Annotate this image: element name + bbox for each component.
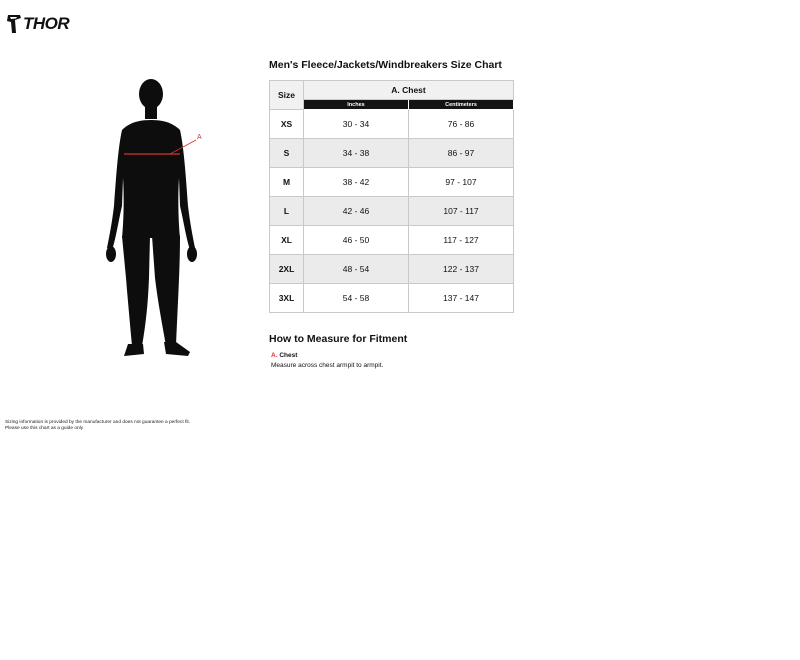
- size-cell: M: [270, 168, 304, 197]
- size-cell: L: [270, 197, 304, 226]
- inches-cell: 54 - 58: [304, 284, 409, 313]
- measure-item-name: Chest: [279, 352, 298, 359]
- table-row: [270, 197, 514, 226]
- inches-header: Inches: [304, 100, 409, 110]
- inches-cell: 48 - 54: [304, 255, 409, 284]
- size-cell: S: [270, 139, 304, 168]
- inches-cell: 46 - 50: [304, 226, 409, 255]
- cm-cell: 117 - 127: [409, 226, 514, 255]
- measure-item-description: Measure across chest armpit to armpit.: [271, 362, 384, 369]
- human-silhouette-icon: [100, 78, 210, 360]
- size-column-header: Size: [270, 81, 304, 110]
- measure-item-letter: A.: [271, 352, 278, 359]
- table-row: [270, 139, 514, 168]
- sizing-disclaimer: [5, 420, 190, 432]
- size-cell: XL: [270, 226, 304, 255]
- size-cell: 3XL: [270, 284, 304, 313]
- table-row: [270, 255, 514, 284]
- table-row: [270, 226, 514, 255]
- cm-cell: 122 - 137: [409, 255, 514, 284]
- thor-helmet-icon: [6, 13, 22, 35]
- chest-group-header: A. Chest: [304, 81, 514, 100]
- logo-text: THOR: [23, 14, 70, 33]
- table-row: [270, 110, 514, 139]
- inches-cell: 30 - 34: [304, 110, 409, 139]
- centimeters-header: Centimeters: [409, 100, 514, 110]
- thor-logo: [6, 12, 82, 36]
- inches-cell: 38 - 42: [304, 168, 409, 197]
- size-cell: 2XL: [270, 255, 304, 284]
- inches-cell: 34 - 38: [304, 139, 409, 168]
- cm-cell: 97 - 107: [409, 168, 514, 197]
- chart-title: Men's Fleece/Jackets/Windbreakers Size Chart: [269, 59, 502, 71]
- cm-cell: 86 - 97: [409, 139, 514, 168]
- chest-marker-label: A: [197, 134, 202, 141]
- table-row: [270, 168, 514, 197]
- inches-cell: 42 - 46: [304, 197, 409, 226]
- size-chart-table: [269, 80, 514, 313]
- disclaimer-line: Please use this chart as a guide only: [5, 426, 84, 431]
- measure-section-title: How to Measure for Fitment: [269, 333, 408, 345]
- cm-cell: 107 - 117: [409, 197, 514, 226]
- cm-cell: 76 - 86: [409, 110, 514, 139]
- disclaimer-line: Sizing information is provided by the manufacturer and does not guarantee a perfect fit.: [5, 420, 191, 425]
- measure-item-label: [271, 352, 297, 359]
- size-cell: XS: [270, 110, 304, 139]
- table-row: [270, 284, 514, 313]
- cm-cell: 137 - 147: [409, 284, 514, 313]
